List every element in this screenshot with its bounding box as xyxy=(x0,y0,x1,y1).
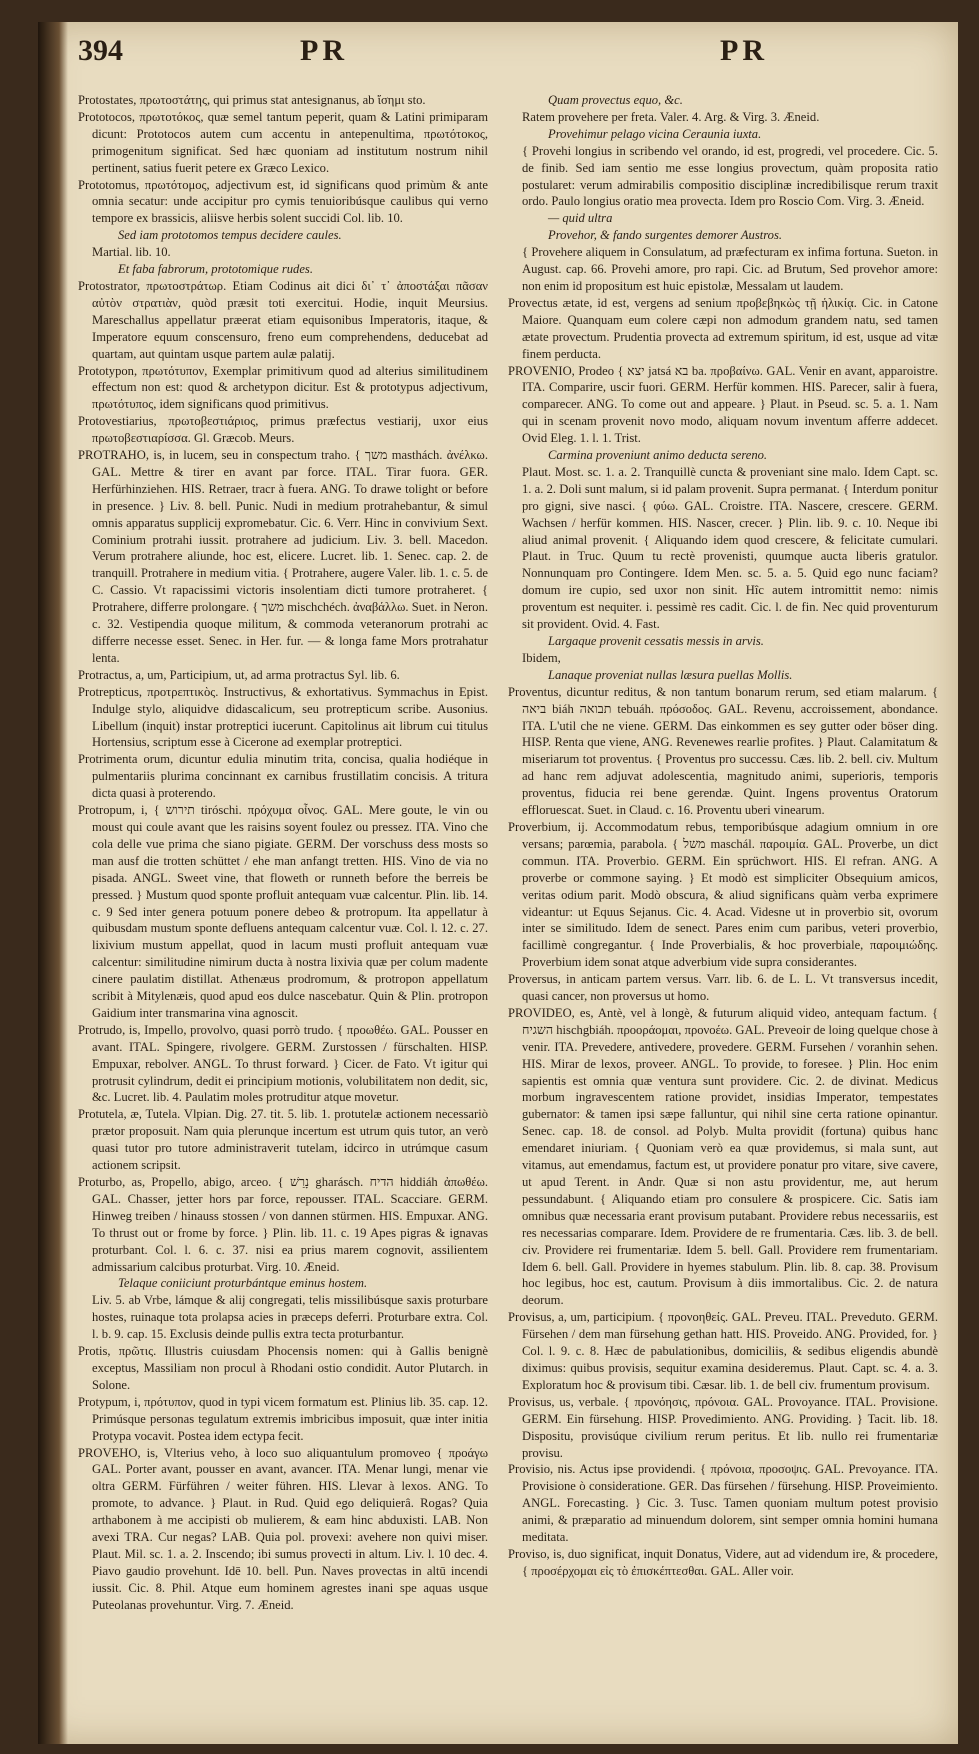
dictionary-entry: Protostates, πρωτοστάτης, qui primus stat antesignanus, ab ἵσημι sto. xyxy=(78,93,426,107)
verse-quotation: Carmina proveniunt animo deducta sereno. xyxy=(548,448,768,463)
verse-quotation: — quid ultra xyxy=(548,211,613,226)
dictionary-entry: Protrepticus, προτρεπτικὸς. Instructivus, & exhortativus. Symmachus in Epist. Indulge stylo, aliquidve didascalicum, seu protrepticum scribe. Ausonius. Libellum (inquit) instar protreptici iucerunt. Capitolinus ait librum cui titulus Hortensius, scriptum esse à Cicerone ad exemplar protreptici. xyxy=(78,684,488,750)
dictionary-entry: Protropum, i, { תירוש tiróschi. πρόχυμα οἶνος. GAL. Mere goute, le vin ou moust qui coule avant que les raisins soyent foulez ou pressez. ITA. Vino che cola delle vue prima che siano pigiate. GERM. Der vorschuss dess mosts so man ausf die trotten schüttet / ehe man anfangt tretten. HIS. Vino de via no pisada. ANGL. Sweet vine, that floweth or runneth before the berreis be pressed. } Mustum quod sponte profluit antequam vuæ calcentur. Plin. lib. 14. c. 9 Sed inter genera potuum ponere debeo & protropum. Ita appellatur à quibusdam mustum sponte defluens antequam calcentur vuæ. Col. l. 12. c. 27. lixivium mustum appellat, quod in lacum musti profluit antequam vuæ calcentur: similitudine nimirum ducta à nostra lixivia quæ per colum madente cinere paulatim distillat. Athenæus prodromum, & protropon appellatum scribit à Mitylenæis, quod apud eos dulce nascebatur. Quin & Plin. protropon Gaidium inter transmarina vina agnoscit. xyxy=(78,803,488,1020)
dictionary-entry: PROVENIO, Prodeo { יצא jatsá בא ba. προβαίνω. GAL. Venir en avant, apparoistre. ITA. Comparire, uscir fuori. GERM. Herfür kommen. HIS. Parecer, salir à fuera, comparecer. ANG. To come out and appeare. } Plaut. in Pseud. sc. 5. a. 1. Nam qui in scenam provenit novo modo, aliquam novum inventum afferre addecet. Ovid Eleg. 1. l. 1. Trist. xyxy=(508,363,938,446)
dictionary-entry: Protypum, i, πρότυπον, quod in typi vicem formatum est. Plinius lib. 35. cap. 12. Primúsque personas tegulatum extremis imbricibus imposuit, quæ inter initia Protypa vocavit. Postea idem ectypa fecit. xyxy=(78,1394,488,1443)
verse-quotation: Quam provectus equo, &c. xyxy=(548,93,683,107)
dictionary-entry: Ratem provehere per freta. Valer. 4. Arg. & Virg. 3. Æneid. xyxy=(522,109,820,124)
page-number: 394 xyxy=(78,34,123,67)
left-column xyxy=(78,92,488,1732)
verse-quotation: Lanaque proveniat nullas læsura puellas Mollis. xyxy=(548,667,793,682)
dictionary-entry: Provisio, nis. Actus ipse providendi. { πρόνοια, προσοψις. GAL. Prevoyance. ITA. Provisione ò consideratione. GER. Das fürsehen / fürsehung. HISP. Proveimiento. ANGL. Forecasting. } Cic. 3. Tusc. Tamen quoniam multum potest provisio animi, & præparatio ad minuendum dolorem, sint semper omnia homini humana meditata. xyxy=(508,1462,938,1545)
dictionary-entry: Protrudo, is, Impello, provolvo, quasi porrò trudo. { προωθέω. GAL. Pousser en avant. ITAL. Spingere, rivolgere. GERM. Zurstossen / fürschalten. HISP. Empuxar, rebolver. ANGL. To thrust forward. } Cicer. de Fato. Vt igitur qui protrusit cylindrum, dedit ei principium motionis, volubilitatem non dedit, sic, &c. Lucret. lib. 4. Paulatim moles protruditur atque movetur. xyxy=(78,1022,488,1105)
dictionary-entry: Protrimenta orum, dicuntur edulia minutim trita, concisa, qualia hodiéque in pulmentariis plurima concinnant ex carnibus frustillatim concisis. A tritura dicta quasi à proterendo. xyxy=(78,752,488,801)
dictionary-entry: Prototomus, πρωτότομος, adjectivum est, id significans quod primùm & ante omnia secatur: unde accipitur pro cymis tenuioribúsque caulibus qui verno tempore ex brassicis, aliisve herbis solent succidi Col. lib. 10. xyxy=(78,177,488,226)
right-column xyxy=(508,92,938,1732)
dictionary-entry: Proventus, dicuntur reditus, & non tantum bonarum rerum, sed etiam malarum. { ביאה biáh תבואה tebuáh. πρόσοδος. GAL. Revenu, accroissement, abondance. ITA. L'util che ne viene. GERM. Das einkommen es sey gutter oder böser ding. HISP. Renta que viene, ANG. Revenewes rearlie profites. } Plaut. Calamitatum & miseriarum tot proventus. { Proventus pro successu. Cæs. lib. 2. bell. civ. Multum ad hanc rem adjuvat adolescentia, magnitudo animi, superioris, temporis proventus, fiducia rei bene gerendæ. Quint. Ingens proventus Oratorum effloruescat. Suet. in Claud. c. 16. Proventu uberi vinearum. xyxy=(508,684,938,818)
dictionary-entry: Protis, πρῶτις. Illustris cuiusdam Phocensis nomen: qui à Gallis benignè exceptus, Massiliam non procul à Rhodani ostio condidit. Autor Plutarch. in Solone. xyxy=(78,1344,488,1392)
dictionary-entry: Martial. lib. 10. xyxy=(92,245,171,260)
dictionary-entry: Provectus ætate, id est, vergens ad senium προβεβηκὼς τῇ ἡλικίᾳ. Cic. in Catone Maiore. Quanquam eum colere cæpi non admodum grandem natu, sed tamen ætate provectum. Prudentia provecta ad extremum spiritum, id est, usque ad vitæ finem perducta. xyxy=(508,295,938,361)
dictionary-entry: Proverbium, ij. Accommodatum rebus, temporibúsque adagium omnium in ore versans; parœmia, parabola. { משל maschál. παροιμία. GAL. Proverbe, un dict commun. ITA. Proverbio. GERM. Ein sprüchwort. HIS. El refran. ANG. A proverbe or commone saying. } Et modò est simpliciter Obsequium amicos, veritas odium parit. Modò obscura, & aliud significans quàm verba exprimere videantur: ut Equus Sejanus. Cic. 4. Acad. Videsne ut in proverbio sit, ovorum inter se similitudo. Idem de senect. Pares enim cum paribus, veteri proverbio, facillimè congregantur. { Inde Proverbialis, & hoc proverbiale, παροιμιώδης. Proverbium idem sonat atque adverbium vide supra considerantes. xyxy=(508,819,938,970)
dictionary-entry: PROVEHO, is, Vlterius veho, à loco suo aliquantulum promoveo { προάγω GAL. Porter avant, pousser en avant, avancer. ITA. Menar lungi, menar vie oltra GERM. Fürführen / weiter führen. HIS. Llevar à lexos. ANG. To promote, to advance. } Plaut. in Rud. Quid ego deliquierâ. Rogas? Quia arthabonem à me accipisti ob mulierem, & eam hinc abduxisti. LAB. Non avexi TRA. Cur negas? LAB. Quia pol. provexi: avehere non quivi miser. Plaut. Mil. sc. 1. a. 2. Inscendo; ibi sumus provecti in altum. Liv. l. 10 dec. 4. Piavo gaudio provehunt. Idē 10. bell. Pun. Naves provectas in altū incendi iussit. Cic. 8. Phil. Atque eum hominem agrestes inani spe aquas usque Puteolanas provehuntur. Virg. 7. Æneid. xyxy=(78,1445,488,1612)
dictionary-entry: Provisus, a, um, participium. { προνοηθείς. GAL. Preveu. ITAL. Preveduto. GERM. Fürsehen / dem man fürsehung gethan hatt. HIS. Proveido. ANG. Provided, for. } Col. l. 9. c. 8. Hæc de pabulationibus, domiciliis, & sedibus eligendis abundè diximus: quibus provisis, sequitur examina desideremus. Plaut. Capt. sc. 4. a. 3. Exploratum hoc & provisum tibi. Cæsar. lib. 1. de bell civ. frumentum provisum. xyxy=(508,1310,938,1392)
dictionary-entry: Proversus, in anticam partem versus. Varr. lib. 6. de L. L. Vt transversus incedit, quasi cancer, non proversus ut homo. xyxy=(508,972,938,1004)
dictionary-entry: Proviso, is, duo significat, inquit Donatus, Videre, aut ad videndum ire, & procedere, { προσέρχομαι εἰς τὸ ἐπισκέπτεσθαι. GAL. Aller voir. xyxy=(508,1546,938,1578)
dictionary-entry: { Provehere aliquem in Consulatum, ad præfecturam ex infima fortuna. Sueton. in August. cap. 66. Provehi amore, pro rapi. Cic. ad Brutum, Sed provehor amore: non enim id propositum est huic epistolæ, Messalam ut laudem. xyxy=(522,245,938,293)
verse-quotation: Et faba fabrorum, prototomique rudes. xyxy=(118,262,313,277)
dictionary-entry: Protostrator, πρωτοστράτωρ. Etiam Codinus ait dici δι᾽ τ᾽ ἀποστάξαι πᾶσαν αὐτὸν στρατιὰν, quòd præsit toti exercitui. Hodie, inquit Meursius. Mareschallus appellatur præerat etiam equisonibus Imperatoris, itaque, & Imperatore equum conscensuro, freno eum comprehendens, deducebat ad quartam, aut quintam usque partem aulæ palatij. xyxy=(78,278,488,361)
dictionary-entry: Proturbo, as, Propello, abigo, arceo. { נָרַשׁ gharásch. הדיח hiddiáh ἀπωθέω. GAL. Chasser, jetter hors par force, repousser. ITAL. Scacciare. GERM. Hinweg treiben / hinauss stossen / von dannen stürmen. HIS. Empuxar. ANG. To thrust out or frome by force. } Plin. lib. 11. c. 19 Apes pigras & ignavas proturbant. Col. l. 6. c. 37. nisi ea prius marem cognovit, assilientem admissarium calcibus proturbat. Virg. 10. Æneid. xyxy=(78,1175,488,1274)
dictionary-entry: { Provehi longius in scribendo vel orando, id est, progredi, vel procedere. Cic. 5. de finib. Sed iam sentio me esse longius provectum, quàm proposita ratio postularet: verum admirabilis compositio disciplinæ incredibilisque rerum traxit ordo. Paulo longius oratio mea provecta. Idem pro Roscio Com. Virg. 3. Æneid. xyxy=(522,143,938,209)
page-header xyxy=(78,34,938,84)
book-page xyxy=(38,22,958,1744)
page-gutter-shadow xyxy=(38,22,68,1744)
dictionary-entry: Prototypon, πρωτότυπον, Exemplar primitivum quod ad alterius similitudinem effectum non est: quod & archetypon dicitur. Est & prototypus adjectivum, πρωτότυπος, idem significans quod primitivus. xyxy=(78,363,488,412)
dictionary-entry: Provisus, us, verbale. { προνόησις, πρόνοια. GAL. Provoyance. ITAL. Provisione. GERM. Ein fürsehung. HISP. Provedimiento. ANG. Providing. } Tacit. lib. 18. Dispositu, provisúque civilium rerum peritus. Et lib. nullo rei frumentariæ provisu. xyxy=(508,1394,938,1460)
verse-quotation: Sed iam prototomos tempus decidere caules. xyxy=(118,228,342,243)
left-running-head: PR xyxy=(300,34,348,67)
dictionary-entry: Liv. 5. ab Vrbe, lámque & alij congregati, telis missilibúsque saxis proturbare hostes, ruinaque tota prolapsa acies in præceps deferri. Proturbare extra. Col. l. b. 9. cap. 15. Exclusis deinde pullis extra tecta proturbantur. xyxy=(92,1293,488,1342)
dictionary-entry: Protovestiarius, πρωτοβεστιάριος, primus præfectus vestiarij, uxor eius πρωτοβεστιαρίσσα. Gl. Græcob. Meurs. xyxy=(78,414,488,446)
dictionary-entry: Protutela, æ, Tutela. Vlpian. Dig. 27. tit. 5. lib. 1. protutelæ actionem necessariò prætor proposuit. Nam quia plerunque incertum est utrum quis tutor, an verò quasi tutor pro tutore administraverit tutelam, idcirco in utrúmque casum actionem scripsit. xyxy=(78,1107,488,1173)
verse-quotation: Provehimur pelago vicina Ceraunia iuxta. xyxy=(548,126,762,141)
dictionary-entry: Ibidem, xyxy=(522,650,561,665)
verse-quotation: Largaque provenit cessatis messis in arvis. xyxy=(548,634,764,648)
dictionary-entry: Protractus, a, um, Participium, ut, ad arma protractus Syl. lib. 6. xyxy=(78,667,400,682)
verse-quotation: Provehor, & fando surgentes demorer Austros. xyxy=(548,228,783,243)
right-running-head: PR xyxy=(720,34,768,67)
dictionary-entry: PROVIDEO, es, Antè, vel à longè, & futurum aliquid video, antequam factum. { השגיח hischgbiáh. προοράομαι, προνοέω. GAL. Preveoir de loing quelque chose à venir. ITA. Prevedere, antivedere, provedere. GERM. Fursehen / voranhin sehen. HIS. Mirar de lexos, proveer. ANGL. To provide, to foresee. } Plin. Hoc enim sapientis est omnia quæ ventura sunt providere. Cic. 2. de divinat. Medicus morbum ingravescentem ratione providet, insidias Imperator, tempestates gubernator: & tamen ipsi sæpe falluntur, qui nihil sine certa ratione opinantur. Senec. cap. 18. de consol. ad Polyb. Multa providit (fortuna) quibus hanc emendaret iniuriam. { Quoniam verò ea quæ providemus, si mala sunt, aut vitamus, aut emendamus, factum est, ut providere ponatur pro vitare, sive cavere, ut apud Terent. in Andr. Quæ si non astu providentur, me, aut herum pessundabunt. { Aliquando etiam pro consulere & prospicere. Cic. Satis iam omnibus quæ necessaria erant provisum putabant. Providere rebus necessariis, est res necessarias comparare. Idem. Providere de re frumentaria. Cæs. lib. 3. de bell. civ. Providere rei frumentariæ. Idem 5. bell. Gall. Providere rem frumentariam. Idem 6. bell. Gall. Providere in hyemes stabulum. Plin. lib. 8. cap. 38. Provisum hoc legibus, hoc est, cautum. Provisum à diis immortalibus. Cic. 2. de natura deorum. xyxy=(508,1005,938,1308)
dictionary-entry: Prototocos, πρωτοτόκος, quæ semel tantum peperit, quam & Latini primiparam dicunt: Prototocos autem cum accentu in antepenultima, πρωτότοκος, primogenitum significat. Sed hæc quoniam ad institutum nostrum nihil pertinent, satius fuerit petere ex Græco Lexico. xyxy=(78,109,488,175)
dictionary-entry: Plaut. Most. sc. 1. a. 2. Tranquillè cuncta & proveniant sine malo. Idem Capt. sc. 1. a. 2. Doli sunt malum, si id palam provenit. Supra permanat. { Interdum ponitur pro gigni, sive nasci. { φύω. GAL. Croistre. ITA. Nascere, crescere. GERM. Wachsen / herfür kommen. HIS. Nascer, crecer. } Plin. lib. 9. c. 10. Neque ibi aliud animal provenit. { Aliquando idem quod crescere, & felicitate cumulari. Plaut. in Truc. Quum tu rectè provenisti, quumque aucta liberis gratulor. Nonnunquam pro Contingere. Idem Men. sc. 5. a. 5. Quid ego nunc faciam? domum ire cupio, sed uxor non sinit. Hîc autem intromittit nemo: nimis proventum est nequiter. i. pessimè res cadit. Cic. l. de fin. Nec quid proventurum sit provident. Ovid. 4. Fast. xyxy=(522,464,938,632)
verse-quotation: Telaque coniiciunt proturbántque eminus hostem. xyxy=(118,1276,368,1291)
dictionary-entry: PROTRAHO, is, in lucem, seu in conspectum traho. { משך masthách. ἀνέλκω. GAL. Mettre & tirer en avant par force. ITAL. Tirar fuora. GER. Herfürhinziehen. HIS. Retraer, tracr à fuera. ANG. To drawe tolight or before in presence. } Liv. 8. bell. Punic. Nudi in medium protrahebantur, & simul omnis apparatus supplicij expromebatur. Cic. 6. Verr. Hinc in convivium Sext. Cominium protrahi iussit. protrahere ad judicium. Liv. 3. bell. Macedon. Verum protrahere aliunde, hoc est, elicere. Lucret. lib. 1. Senec. cap. 2. de tranquill. Protrahere in medium vitia. { Protrahere, augere Valer. lib. 1. c. 5. de C. Cassio. Vt rapacissimi victoris insolentiam dicti tumore protraheret. { Protrahere, differre prolongare. { משך mischchéch. ἀναβάλλω. Suet. in Neron. c. 32. Vestipendia quoque militum, & commoda veteranorum protrahi ac differre necesse esset. Senec. in Her. fur. — & longa fame Mors protrahatur lenta. xyxy=(78,448,488,665)
